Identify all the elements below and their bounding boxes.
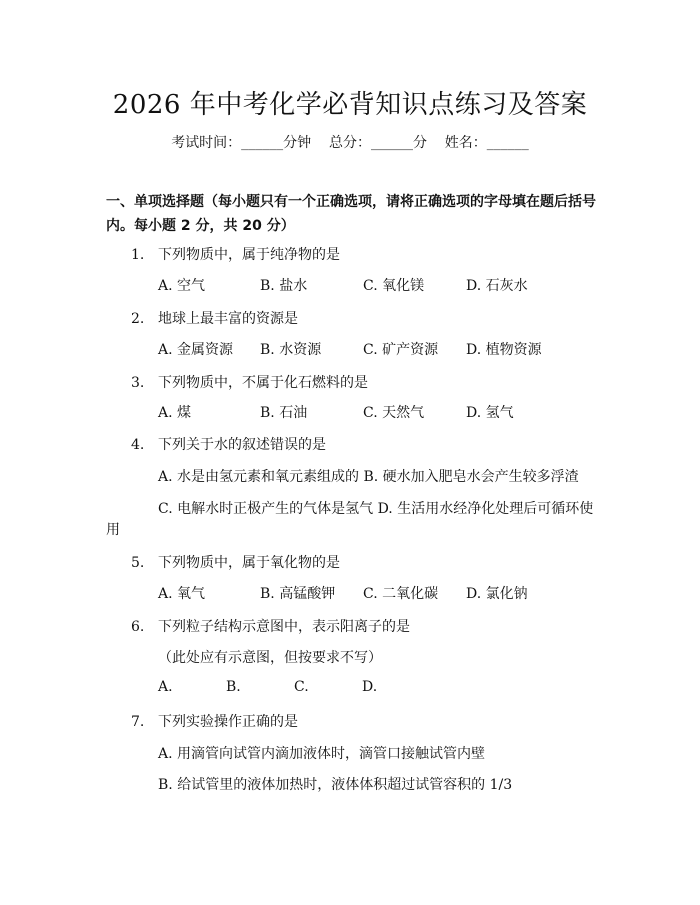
- question-5: [131, 552, 340, 572]
- question-stem: 下列关于水的叙述错误的是: [158, 437, 326, 453]
- option-d: D. 石灰水: [466, 278, 528, 294]
- option-a: A. 氧气: [158, 586, 206, 602]
- question-number: 3.: [131, 375, 145, 391]
- option-b: B. 盐水: [260, 278, 308, 294]
- option-c: C. 矿产资源: [363, 342, 439, 358]
- exam-meta-line: 考试时间：______分钟 总分：______分 姓名：______: [171, 135, 529, 151]
- question-4: [131, 434, 326, 454]
- question-number: 1.: [131, 247, 145, 263]
- option-a: A.: [158, 679, 173, 695]
- question-stem: 下列物质中，属于纯净物的是: [158, 247, 340, 263]
- option-a: A. 金属资源: [158, 342, 234, 358]
- option-b: B. 石油: [260, 405, 308, 421]
- option-d: D.: [362, 679, 378, 695]
- option-a: A. 空气: [158, 278, 206, 294]
- question-4-options-cd: C. 电解水时正极产生的气体是氢气 D. 生活用水经净化处理后可循环使: [158, 501, 594, 517]
- question-number: 7.: [131, 714, 145, 730]
- option-c: C. 天然气: [363, 405, 425, 421]
- question-3: [131, 372, 368, 392]
- question-stem: 下列物质中，不属于化石燃料的是: [158, 375, 368, 391]
- question-number: 4.: [131, 437, 145, 453]
- question-7-option-b: B. 给试管里的液体加热时，液体体积超过试管容积的 1/3: [158, 777, 513, 793]
- question-stem: 下列物质中，属于氧化物的是: [158, 555, 340, 571]
- question-7: [131, 711, 298, 731]
- question-1: [131, 244, 340, 264]
- question-4-options-ab: A. 水是由氢元素和氧元素组成的 B. 硬水加入肥皂水会产生较多浮渣: [158, 469, 579, 485]
- question-6-note: （此处应有示意图，但按要求不写）: [158, 650, 382, 666]
- option-a: A. 煤: [158, 405, 192, 421]
- question-stem: 下列粒子结构示意图中，表示阳离子的是: [158, 619, 410, 635]
- question-stem: 下列实验操作正确的是: [158, 714, 298, 730]
- option-d: D. 氯化钠: [466, 586, 528, 602]
- option-d: D. 植物资源: [466, 342, 542, 358]
- option-b: B.: [226, 679, 241, 695]
- question-number: 2.: [131, 311, 145, 327]
- option-b: B. 高锰酸钾: [260, 586, 336, 602]
- question-7-option-a: A. 用滴管向试管内滴加液体时，滴管口接触试管内壁: [158, 746, 486, 762]
- question-number: 6.: [131, 619, 145, 635]
- question-2: [131, 308, 298, 328]
- section-heading: 一、单项选择题（每小题只有一个正确选项，请将正确选项的字母填在题后括号内。每小题 2 分，共 20 分）: [106, 194, 596, 234]
- option-c: C. 氧化镁: [363, 278, 425, 294]
- question-4-wrap: 用: [106, 522, 120, 538]
- option-d: D. 氢气: [466, 405, 514, 421]
- page-title: 2026 年中考化学必背知识点练习及答案: [112, 90, 588, 120]
- option-c: C. 二氧化碳: [363, 586, 439, 602]
- option-b: B. 水资源: [260, 342, 322, 358]
- question-stem: 地球上最丰富的资源是: [158, 311, 298, 327]
- question-number: 5.: [131, 555, 145, 571]
- question-6: [131, 616, 410, 636]
- option-c: C.: [294, 679, 309, 695]
